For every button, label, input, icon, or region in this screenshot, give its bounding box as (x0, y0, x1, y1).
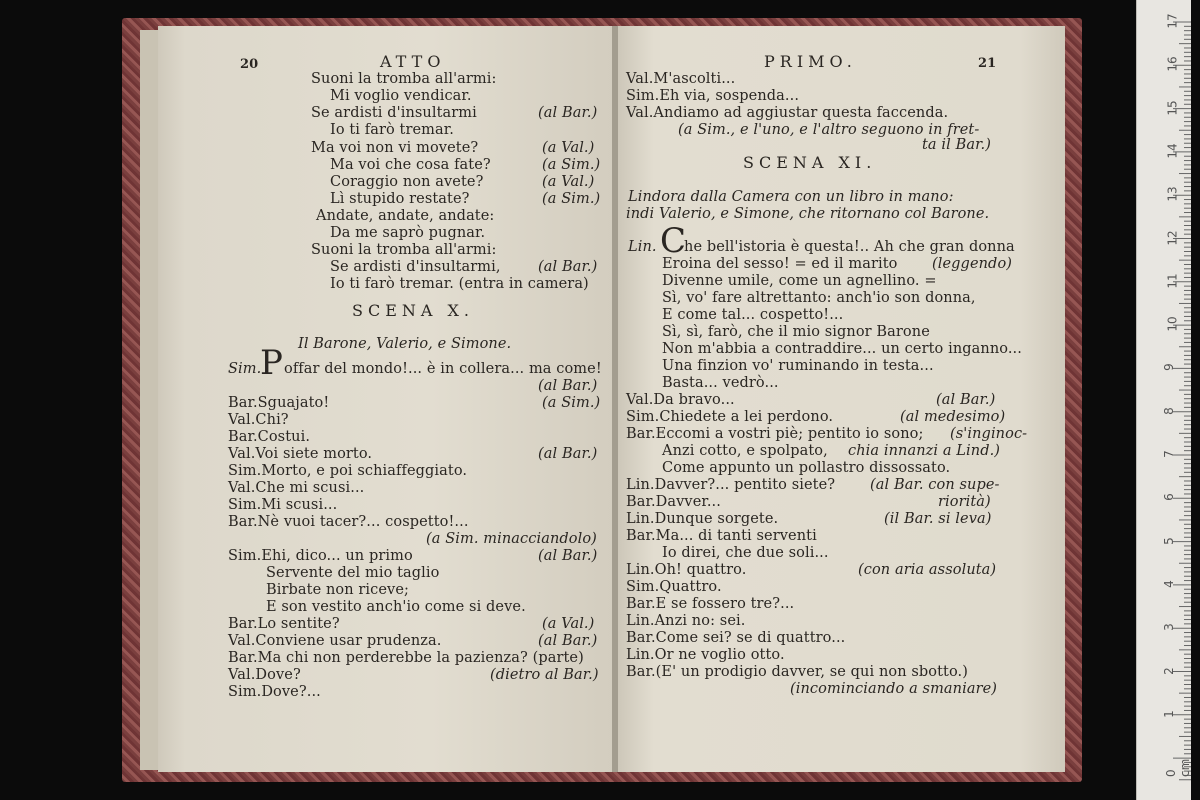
ruler-number: 9 (1161, 363, 1176, 372)
dialogue-line: Lin.Davver?... pentito siete? (626, 477, 836, 493)
dialogue-line: Sì, vo' fare altrettanto: anch'io son donna, (662, 290, 976, 306)
dialogue-line: Io direi, che due soli... (662, 545, 829, 561)
ruler-number: 15 (1165, 99, 1180, 116)
speaker-label: Lin. (628, 239, 657, 255)
ruler-number: 14 (1165, 143, 1180, 159)
dialogue-line: Bar.Come sei? se di quattro... (626, 630, 846, 646)
stage-direction: ta il Bar.) (922, 137, 991, 153)
stage-direction: (a Sim.) (542, 157, 601, 173)
ruler-number: 17 (1165, 13, 1180, 29)
dialogue-line: Lin.Dunque sorgete. (626, 511, 779, 527)
dialogue-line: Bar.E se fossero tre?... (626, 596, 795, 612)
dialogue-line: Val.Che mi scusi... (228, 480, 365, 496)
dialogue-line: Val.Dove? (228, 667, 301, 683)
verse-line: Andate, andate, andate: (316, 208, 495, 224)
dialogue-line: Bar.Costui. (228, 429, 311, 445)
stage-direction: (s'inginoc- (950, 426, 1028, 442)
verse-line: Ma voi che cosa fate? (330, 157, 491, 173)
scene-title: SCENA X. (352, 301, 474, 320)
stage-direction: (a Val.) (542, 140, 595, 156)
ruler-ticks (1137, 0, 1191, 800)
verse-line: Io ti farò tremar. (entra in camera) (330, 276, 589, 292)
dialogue-line: Val.Andiamo ad aggiustar questa faccenda. (626, 105, 949, 121)
stage-direction: (a Sim.) (542, 191, 601, 207)
stage-direction: Lindora dalla Camera con un libro in mano: (628, 189, 954, 205)
dialogue-line: Val.Conviene usar prudenza. (228, 633, 442, 649)
dialogue-line: Lin.Or ne voglio otto. (626, 647, 785, 663)
stage-direction: indi Valerio, e Simone, che ritornano col Barone. (626, 206, 990, 222)
dialogue-line: Val.Chi? (228, 412, 289, 428)
running-header: ATTO (380, 52, 446, 71)
dialogue-line: Eroina del sesso! = ed il marito (662, 256, 898, 272)
stage-direction: (a Val.) (542, 174, 595, 190)
ruler-number: 5 (1161, 536, 1176, 545)
verse-line: Da me saprò pugnar. (330, 225, 486, 241)
dialogue-line: Sim.Morto, e poi schiaffeggiato. (228, 463, 468, 479)
scene-title: SCENA XI. (743, 153, 877, 172)
dialogue-line: Bar.Ma chi non perderebbe la pazienza? (parte) (228, 650, 584, 666)
stage-direction: (al Bar.) (538, 548, 598, 564)
verse-line: Suoni la tromba all'armi: (311, 71, 497, 87)
dialogue-line: Bar.(E' un prodigio davver, se qui non sbotto.) (626, 664, 969, 680)
dialogue-line: Sim.Quattro. (626, 579, 722, 595)
ruler-number: 3 (1161, 623, 1176, 632)
stage-direction: (a Sim.) (542, 395, 601, 411)
verse-line: Lì stupido restate? (330, 191, 470, 207)
verse-line: Coraggio non avete? (330, 174, 484, 190)
dialogue-line: Come appunto un pollastro dissossato. (662, 460, 951, 476)
dialogue-line: Sim.Ehi, dico... un primo (228, 548, 413, 564)
drop-cap: P (260, 343, 283, 383)
dialogue-line: Birbate non riceve; (266, 582, 410, 598)
ruler-number: 7 (1161, 450, 1176, 458)
stage-direction: (incominciando a smaniare) (790, 681, 998, 697)
measuring-ruler (1136, 0, 1191, 800)
dialogue-line: Una finzion vo' ruminando in testa... (662, 358, 934, 374)
dialogue-line: Bar.Ma... di tanti serventi (626, 528, 817, 544)
stage-direction: (al Bar.) (538, 446, 598, 462)
stage-direction: (a Sim. minacciandolo) (426, 531, 597, 547)
dialogue-line: E son vestito anch'io come si deve. (266, 599, 526, 615)
stage-direction: (al Bar.) (538, 259, 598, 275)
dialogue-line: Anzi cotto, e spolpato, (662, 443, 828, 459)
dialogue-line: Bar.Davver... (626, 494, 721, 510)
stage-direction: riorità) (938, 494, 991, 510)
dialogue-line: Bar.Lo sentite? (228, 616, 340, 632)
dialogue-line: Basta... vedrò... (662, 375, 779, 391)
running-header: PRIMO. (764, 52, 857, 71)
verse-line: Ma voi non vi movete? (311, 140, 479, 156)
ruler-number: 2 (1161, 666, 1176, 675)
dialogue-line: E come tal... cospetto!... (662, 307, 844, 323)
dialogue-line: Non m'abbia a contraddire... un certo inganno... (662, 341, 1022, 357)
verse-line: Io ti farò tremar. (330, 122, 454, 138)
page-number: 21 (978, 56, 997, 71)
stage-direction: (al Bar.) (538, 378, 598, 394)
stage-direction: (il Bar. si leva) (884, 511, 992, 527)
ruler-number: 0 cm (1164, 758, 1192, 778)
ruler-number: 12 (1165, 229, 1180, 246)
dialogue-line: Sim.Dove?... (228, 684, 321, 700)
stage-direction: (al Bar.) (538, 633, 598, 649)
stage-direction: chia innanzi a Lind.) (848, 443, 1001, 459)
dialogue-line: Val.Da bravo... (626, 392, 735, 408)
ruler-number: 8 (1161, 406, 1176, 415)
speaker-label: Sim. (228, 361, 262, 377)
left-page (158, 26, 613, 772)
dialogue-line: Bar.Sguajato! (228, 395, 330, 411)
page-block-edge (140, 30, 158, 770)
dialogue-line: Sim.Chiedete a lei perdono. (626, 409, 834, 425)
ruler-number: 16 (1165, 56, 1180, 72)
character-list: Il Barone, Valerio, e Simone. (298, 336, 512, 352)
dialogue-line: Sì, sì, farò, che il mio signor Barone (662, 324, 930, 340)
stage-direction: (a Sim., e l'uno, e l'altro seguono in fret- (678, 122, 980, 138)
stage-direction: (dietro al Bar.) (490, 667, 599, 683)
dialogue-line: Sim.Mi scusi... (228, 497, 338, 513)
dialogue-line: Servente del mio taglio (266, 565, 440, 581)
ruler-number: 10 (1165, 316, 1180, 332)
dialogue-line: he bell'istoria è questa!.. Ah che gran donna (684, 239, 1015, 255)
stage-direction: (leggendo) (932, 256, 1013, 272)
ruler-number: 1 (1161, 709, 1176, 718)
dialogue-line: Val.M'ascolti... (626, 71, 736, 87)
verse-line: Se ardisti d'insultarmi, (330, 259, 501, 275)
dialogue-line: Sim.Eh via, sospenda... (626, 88, 800, 104)
stage-direction: (a Val.) (542, 616, 595, 632)
stage-direction: (al Bar.) (538, 105, 598, 121)
stage-direction: (con aria assoluta) (858, 562, 997, 578)
ruler-number: 13 (1165, 186, 1180, 202)
stage-direction: (al Bar.) (936, 392, 996, 408)
dialogue-line: Divenne umile, come un agnellino. = (662, 273, 937, 289)
right-page (618, 26, 1065, 772)
dialogue-line: Val.Voi siete morto. (228, 446, 373, 462)
dialogue-line: Lin.Oh! quattro. (626, 562, 747, 578)
drop-cap: C (660, 221, 687, 261)
verse-line: Mi voglio vendicar. (330, 88, 472, 104)
dialogue-line: Lin.Anzi no: sei. (626, 613, 746, 629)
stage-direction: (al medesimo) (900, 409, 1006, 425)
dialogue-line: Bar.Nè vuoi tacer?... cospetto!... (228, 514, 469, 530)
stage-direction: (al Bar. con supe- (870, 477, 1000, 493)
verse-line: Suoni la tromba all'armi: (311, 242, 497, 258)
verse-line: Se ardisti d'insultarmi (311, 105, 477, 121)
dialogue-line: Bar.Eccomi a vostri piè; pentito io sono; (626, 426, 924, 442)
ruler-number: 4 (1161, 580, 1176, 588)
ruler-number: 11 (1165, 273, 1180, 289)
page-number: 20 (240, 57, 259, 72)
dialogue-line: offar del mondo!... è in collera... ma come! (284, 361, 602, 377)
ruler-number: 6 (1161, 493, 1176, 502)
